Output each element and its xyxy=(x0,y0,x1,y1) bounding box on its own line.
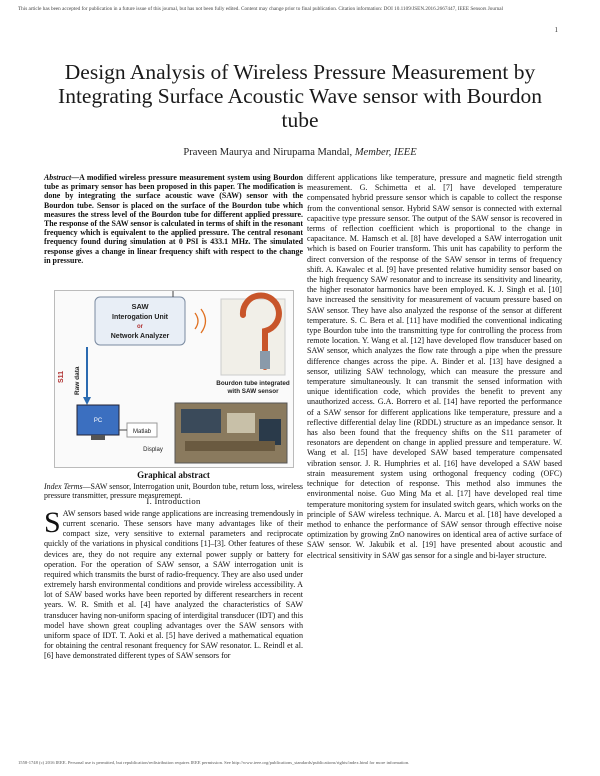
journal-banner: This article has been accepted for publication in a future issue of this journal, but has not been fully edited. Content may change prior to final publication. Citation information: DOI 10.1109/JSEN.2016.2667447, IEEE Sensors Journal xyxy=(18,6,504,12)
graphical-abstract-figure xyxy=(54,290,294,468)
bourdon-photo-frame xyxy=(221,299,285,375)
box-title-1: SAW xyxy=(131,302,149,311)
author-line xyxy=(40,147,560,158)
display-label: Display xyxy=(143,447,163,453)
arrow-head-icon xyxy=(83,397,91,405)
introduction-body xyxy=(44,506,303,661)
box-title-3: Network Analyzer xyxy=(110,333,170,340)
drop-cap: S xyxy=(44,506,61,539)
wireless-signal-icon xyxy=(195,309,206,333)
box-or: or xyxy=(137,324,143,330)
page-number: 1 xyxy=(554,26,558,34)
pc-label: PC xyxy=(93,418,103,424)
s11-label: S11 xyxy=(58,370,65,383)
introduction-text: AW sensors based wide range applications are increasing tremendously in current scenario. These sensors have many advantages like of their compact size, very sensitive to external parameters and reciprocate quickly of the variations in physical conditions [1]–[3]. Other features of these devices are, they do not require any external power supply or battery for operation. For the operation of SAW sensor, a SAW interrogation unit is required which transmits the burst of radio-frequency. They are also used under extremely harsh environmental conditions and provide wireless accessibility. A lot of SAW based works have been reported by different researchers in recent years. W. R. Smith et al. [4] have analyzed the characteristics of SAW transducer having non-uniform spacing of interdigital transducer (IDT) and this model have shown great coupling advantages over the SAW sensors with uniform space of IDT. T. Aoki et al. [5] have derived a mathematical equation for obtaining the central resonant frequency for SAW resonator. L. Reindl et al. [6] have demonstrated different types of SAW sensors for xyxy=(44,509,303,661)
author-membership: Member, IEEE xyxy=(354,147,417,158)
raw-data-label: Raw data xyxy=(74,366,81,395)
bourdon-label-2: with SAW sensor xyxy=(227,388,279,395)
lab-device-shape xyxy=(227,413,255,433)
index-terms-text: —SAW sensor, Interrogation unit, Bourdon tube, return loss, wireless pressure transmitter, pressure measurement. xyxy=(44,482,303,501)
figure-caption: Graphical abstract xyxy=(137,470,210,480)
abstract-label: Abstract xyxy=(44,173,72,182)
abstract xyxy=(44,173,303,265)
abstract-text: —A modified wireless pressure measurement system using Bourdon tube as primary sensor has been proposed in this paper. The modification is done by integrating the surface acoustic wave (SAW) sensor with the Bourdon tube. Sensor is placed on the surface of the Bourdon tube which measures the stress level of the Bourdon tube for different applied pressure. The response of the SAW sensor is calculated in terms of shift in the resonant frequency which is equivalent to the applied pressure. The central resonant frequency found during simulation at 0 PSI is 433.1 MHz. The simulated response gives a change in linear frequency shift with respect to the change in pressure. xyxy=(44,173,303,265)
index-terms-label: Index Terms xyxy=(44,482,83,491)
graphical-abstract-diagram xyxy=(55,291,293,467)
pc-stand xyxy=(91,435,105,440)
bourdon-label-1: Bourdon tube integrated xyxy=(216,380,290,387)
paper-title: Design Analysis of Wireless Pressure Measurement by Integrating Surface Acoustic Wave sensor with Bourdon tube xyxy=(58,60,542,132)
box-title-2: Interogation Unit xyxy=(112,314,168,321)
section-heading-introduction: I. Introduction xyxy=(146,496,201,506)
lab-bench-shape xyxy=(185,441,275,451)
author-names: Praveen Maurya and Nirupama Mandal, xyxy=(183,147,355,158)
copyright-footer: 1558-1748 (c) 2016 IEEE. Personal use is permitted, but republication/redistribution requires IEEE permission. See http://www.ieee.org/publications_standards/publications/rights/index.html for more information. xyxy=(18,760,410,765)
matlab-label: Matlab xyxy=(132,429,152,435)
right-column-body: different applications like temperature, pressure and magnetic field strength measurement. G. Schimetta et al. [7] have developed temperature compensated hybrid pressure sensor which is capable to collect the response from the conventional sensor. Hybrid SAW sensor is connected with external capacitive type pressure sensor. The output of the SAW sensor is recovered in terms of reflection coefficient which is proportional to the change in capacitance. M. Hamsch et al. [8] have developed a SAW interrogation unit which is based on Fourier transform. This unit has capability to perform the direct conversion of the response of the SAW sensor in terms of frequency shift. A. Kawalec et al. [9] have presented relative humidity sensor based on the high frequency SAW resonator and to increase its sensitivity and linearity, the higher resonator harmonics have been employed. K. J. Singh et al. [10] have increased the sensitivity for measurement of vacuum pressure based on SAW sensor. They have also analyzed the response of the sensor at different temperature. S. C. Bera et al. [11] have modified the conventional indicating type Bourdon tube into the transmitting type for controlling the process from remote location. Y. Wang et al. [12] have developed flow transducer based on SAW sensor, which analyzes the flow rate through a pipe when the pressure difference changes across the pipe. A. Binder et al. [13] have designed a sensor, utilizing SAW technology, which can measure the pressure and temperature simultaneously. It can transmit the sensed information with unique identification code, which provides the benefit to prevent any unauthorized access. G.A. Borrero et al. [14] have reported the performance of a SAW sensor for different applications like temperature, pressure and a reflective differential delay line (RDDL) structure as an impedance sensor. It has also been found that the frequency shifts on the S11 parameter of resonators are dependent on change in applied pressure and temperature. W. Wang et al. [15] have developed SAW based temperature compensated vibration sensor. J. R. Humphries et al. [16] have developed a SAW based strain measurement system using orthogonal frequency coding (OFC) technique for detection of response. This method also immunes the environmental noise. Guo Ming Ma et al. [17] have developed real time temperature monitoring system for insulated switch gears, which works on the principle of SAW wireless technique. A. Marcu et al. [18] have developed a method to enhance the performance of SAW sensor through effective noise optimization by growing ZnO nanowires on identical area of active surface of SAW sensor. W. Jakubik et al. [19] have presented about acoustic and electrical sensitivity in SAW gas sensor for a single and bi-layer structure. xyxy=(307,173,562,560)
saw-sensor-chip xyxy=(260,351,270,369)
lab-analyzer-shape xyxy=(181,409,221,433)
